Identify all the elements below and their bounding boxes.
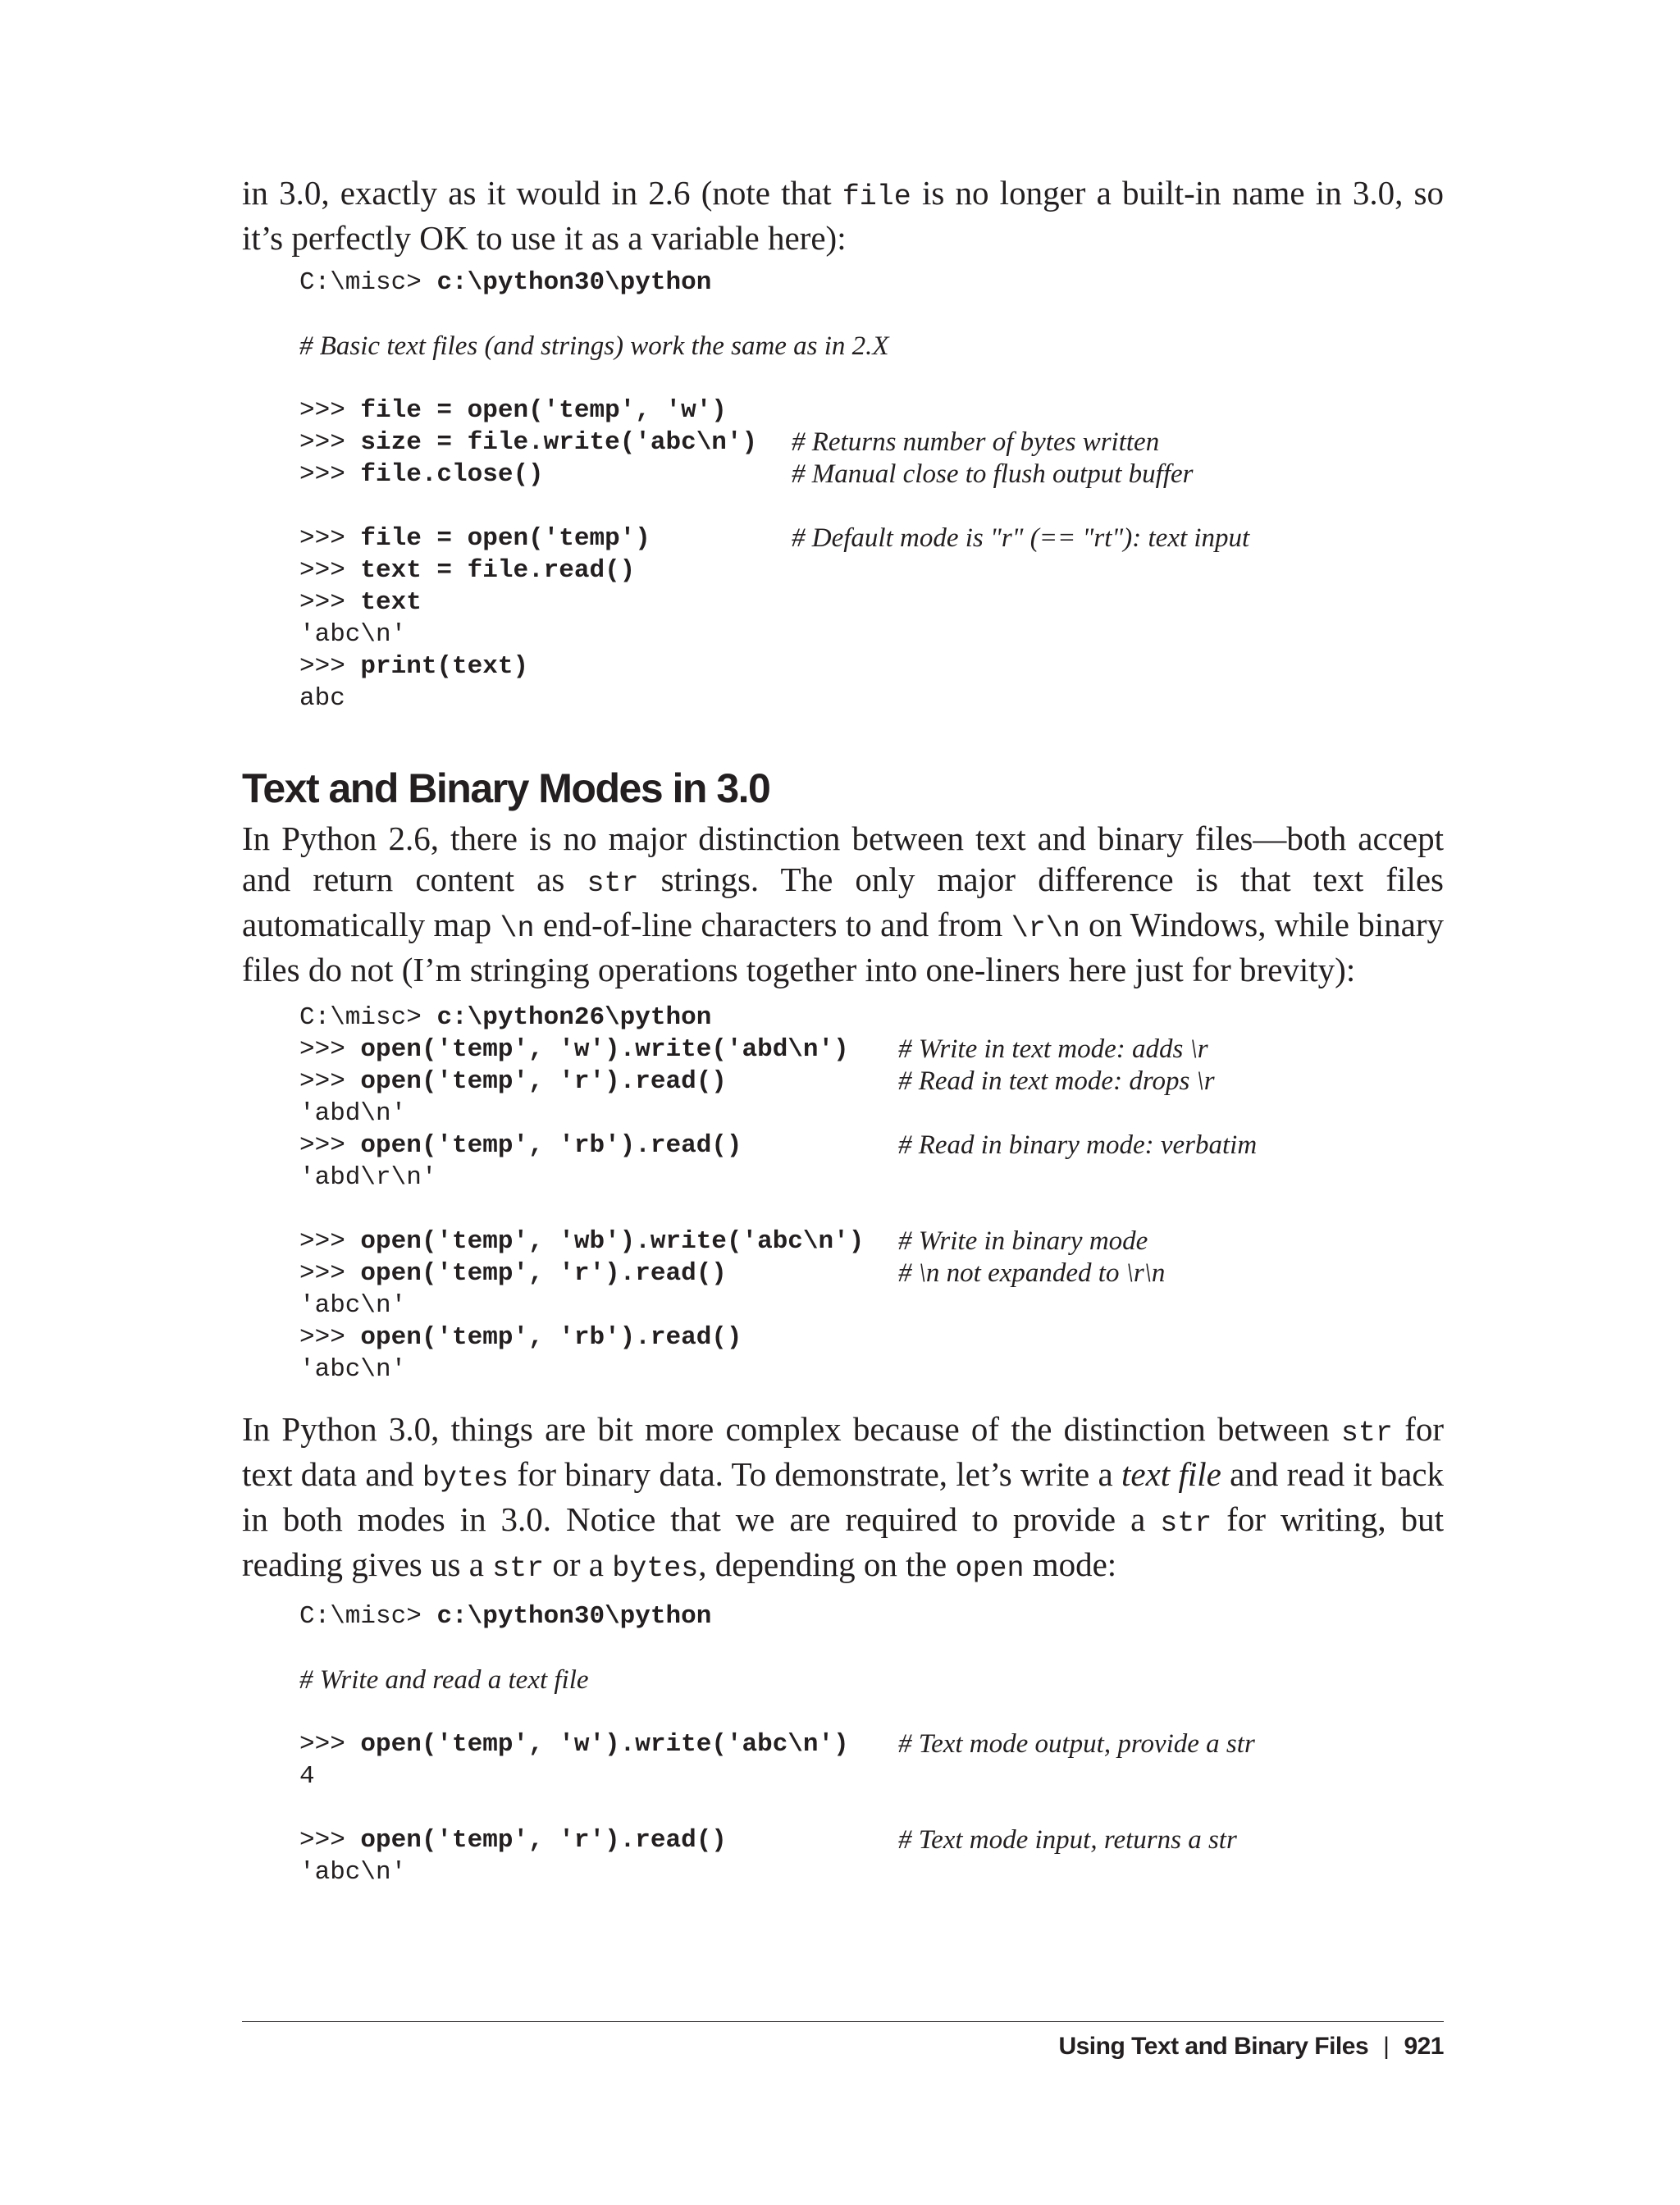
- section-heading: Text and Binary Modes in 3.0: [242, 765, 770, 811]
- code-prompt: >>>: [299, 524, 361, 553]
- code-line: [299, 267, 1444, 299]
- code-line: [299, 555, 1444, 587]
- paragraph-3: [242, 1408, 1444, 1589]
- code-comment: # Text mode input, returns a str: [898, 1825, 1237, 1855]
- code-block-2: [299, 1002, 1444, 1386]
- code-comment: # \n not expanded to \r\n: [898, 1258, 1166, 1288]
- footer-rule: [242, 2021, 1444, 2022]
- code-prompt: >>>: [299, 588, 361, 617]
- text-run: is no longer a built-in name in 3.0, so it’s perfectly OK to use it as a variable here):: [242, 174, 1444, 257]
- code-output: 4: [299, 1762, 315, 1791]
- text-run: for writing, but reading gives us a: [242, 1500, 1444, 1583]
- inline-code: bytes: [422, 1462, 509, 1495]
- inline-code: bytes: [612, 1552, 699, 1585]
- code-comment: # Manual close to flush output buffer: [792, 459, 1194, 489]
- code-line: [299, 427, 1444, 459]
- text-run: mode:: [1024, 1545, 1117, 1583]
- code-command: size = file.write('abc\n'): [360, 428, 758, 457]
- code-block-3: [299, 1600, 1444, 1888]
- code-comment: # Write and read a text file: [299, 1665, 589, 1695]
- code-line: [299, 1130, 1444, 1162]
- text-run: In Python 3.0, things are bit more complex because of the distinction between: [242, 1410, 1341, 1448]
- code-line: [299, 1034, 1444, 1066]
- code-command: open('temp', 'r').read(): [360, 1826, 727, 1855]
- code-prompt: >>>: [299, 460, 361, 489]
- code-command: text = file.read(): [360, 556, 636, 585]
- code-output: 'abc\n': [299, 620, 407, 649]
- text-run: for binary data. To demonstrate, let’s write a: [508, 1455, 1122, 1493]
- code-line: [299, 1322, 1444, 1354]
- code-line: [299, 459, 1444, 491]
- text-run: , depending on the: [698, 1545, 956, 1583]
- code-command: open('temp', 'rb').read(): [360, 1323, 742, 1352]
- code-line: [299, 1600, 1444, 1632]
- code-command: open('temp', 'r').read(): [360, 1259, 727, 1288]
- code-command: file = open('temp'): [360, 524, 651, 553]
- code-block-1: [299, 267, 1444, 714]
- text-run: strings. The only major difference is that text files automatically map: [242, 861, 1444, 943]
- inline-code: open: [955, 1552, 1025, 1585]
- code-line: [299, 651, 1444, 682]
- code-prompt: >>>: [299, 1730, 361, 1759]
- page-footer: [1058, 2033, 1444, 2061]
- inline-code: str: [587, 867, 639, 900]
- code-command: text: [360, 588, 422, 617]
- code-command: open('temp', 'wb').write('abc\n'): [360, 1227, 865, 1256]
- code-prompt: C:\misc>: [299, 1003, 437, 1032]
- code-prompt: >>>: [299, 1259, 361, 1288]
- text-run: in 3.0, exactly as it would in 2.6 (note that: [242, 174, 842, 212]
- code-command: open('temp', 'w').write('abd\n'): [360, 1035, 849, 1064]
- code-line: [299, 331, 1444, 363]
- code-command: c:\python26\python: [436, 1003, 712, 1032]
- code-line: [299, 395, 1444, 427]
- code-command: print(text): [360, 652, 529, 681]
- code-comment: # Default mode is "r" (== "rt"): text input: [792, 523, 1250, 553]
- code-prompt: >>>: [299, 1131, 361, 1160]
- text-run: In Python 2.6, there is no major distinction between text and binary files—both accept and return content as: [242, 819, 1444, 898]
- page-content: [242, 172, 1444, 1888]
- footer-title: Using Text and Binary Files: [1058, 2033, 1369, 2060]
- code-output: 'abd\r\n': [299, 1163, 437, 1192]
- code-comment: # Read in binary mode: verbatim: [898, 1130, 1258, 1160]
- code-output: 'abd\n': [299, 1099, 407, 1128]
- code-command: c:\python30\python: [436, 1602, 712, 1631]
- footer-separator: |: [1383, 2033, 1390, 2060]
- code-output: 'abc\n': [299, 1355, 407, 1384]
- code-command: file.close(): [360, 460, 544, 489]
- code-prompt: C:\misc>: [299, 268, 437, 297]
- code-prompt: >>>: [299, 652, 361, 681]
- code-output: 'abc\n': [299, 1858, 407, 1887]
- code-command: open('temp', 'rb').read(): [360, 1131, 742, 1160]
- code-comment: # Write in text mode: adds \r: [898, 1034, 1208, 1064]
- code-line: [299, 1226, 1444, 1258]
- inline-code: str: [1340, 1417, 1393, 1449]
- code-prompt: >>>: [299, 1067, 361, 1096]
- code-line: [299, 1258, 1444, 1290]
- code-command: file = open('temp', 'w'): [360, 396, 727, 425]
- code-output: abc: [299, 684, 345, 713]
- text-run: end-of-line characters to and from: [534, 906, 1011, 943]
- inline-code: str: [492, 1552, 545, 1585]
- code-line: [299, 1728, 1444, 1760]
- page-number: 921: [1404, 2033, 1444, 2060]
- code-comment: # Write in binary mode: [898, 1226, 1148, 1256]
- code-comment: # Read in text mode: drops \r: [898, 1066, 1215, 1096]
- text-run: and read it back in both modes in 3.0. Notice that we are required to provide a: [242, 1455, 1444, 1538]
- inline-code: str: [1160, 1507, 1212, 1540]
- paragraph-2: [242, 818, 1444, 990]
- code-line: [299, 1002, 1444, 1034]
- code-prompt: >>>: [299, 1035, 361, 1064]
- code-command: open('temp', 'r').read(): [360, 1067, 727, 1096]
- code-prompt: C:\misc>: [299, 1602, 437, 1631]
- code-comment: # Text mode output, provide a str: [898, 1729, 1255, 1759]
- code-line: [299, 587, 1444, 619]
- intro-paragraph: [242, 172, 1444, 258]
- inline-code: \n: [500, 912, 535, 945]
- code-prompt: >>>: [299, 396, 361, 425]
- code-command: c:\python30\python: [436, 268, 712, 297]
- emphasis-text: text file: [1121, 1455, 1221, 1493]
- code-line: [299, 1664, 1444, 1696]
- code-prompt: >>>: [299, 1323, 361, 1352]
- code-comment: # Returns number of bytes written: [792, 427, 1160, 457]
- code-line: [299, 1824, 1444, 1856]
- code-line: [299, 1066, 1444, 1098]
- code-prompt: >>>: [299, 556, 361, 585]
- inline-code: \r\n: [1011, 912, 1080, 945]
- code-comment: # Basic text files (and strings) work the same as in 2.X: [299, 331, 889, 361]
- code-prompt: >>>: [299, 1826, 361, 1855]
- code-prompt: >>>: [299, 428, 361, 457]
- code-output: 'abc\n': [299, 1291, 407, 1320]
- code-line: [299, 523, 1444, 555]
- text-run: for text data and: [242, 1410, 1445, 1493]
- code-command: open('temp', 'w').write('abc\n'): [360, 1730, 849, 1759]
- inline-code: file: [842, 180, 911, 213]
- text-run: or a: [544, 1545, 613, 1583]
- text-run: on Windows, while binary files do not (I’m stringing operations together into one-liners here just for brevity):: [242, 906, 1444, 988]
- code-prompt: >>>: [299, 1227, 361, 1256]
